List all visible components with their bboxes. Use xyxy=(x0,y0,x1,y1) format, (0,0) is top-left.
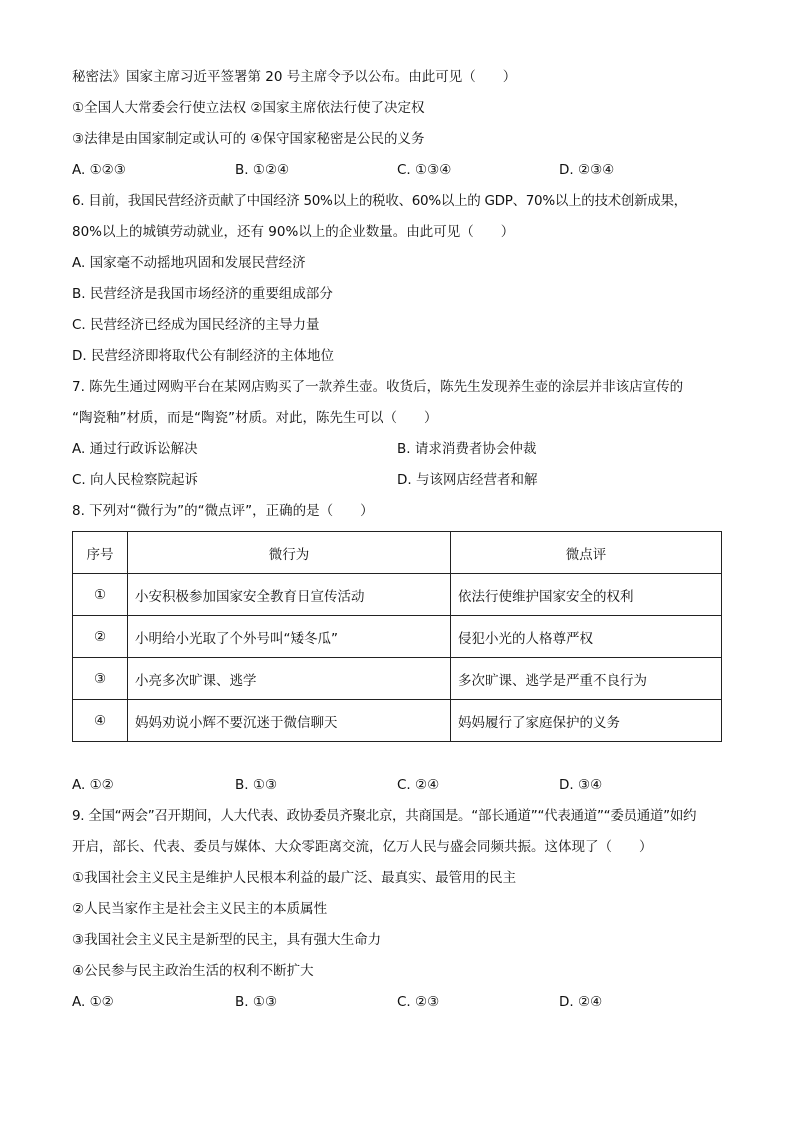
q7-option-a: A. 通过行政诉讼解决 xyxy=(72,441,198,457)
row-behavior: 小安积极参加国家安全教育日宣传活动 xyxy=(128,574,451,616)
q7-option-d: D. 与该网店经营者和解 xyxy=(397,472,538,488)
q6-option-b: B. 民营经济是我国市场经济的重要组成部分 xyxy=(72,286,333,302)
q9-statement-2: ②人民当家作主是社会主义民主的本质属性 xyxy=(72,901,328,917)
q6-option-a: A. 国家毫不动摇地巩固和发展民营经济 xyxy=(72,255,306,271)
q9-statement-3: ③我国社会主义民主是新型的民主，具有强大生命力 xyxy=(72,932,382,948)
q5-statement-2: ③法律是由国家制定或认可的 ④保守国家秘密是公民的义务 xyxy=(72,131,425,147)
table-row xyxy=(73,658,722,700)
q6-stem-line-2: 80%以上的城镇劳动就业，还有 90%以上的企业数量。由此可见（ ） xyxy=(72,224,515,240)
q5-option-d: D. ②③④ xyxy=(559,162,615,178)
q7-options-row-2 xyxy=(72,465,724,496)
header-comment: 微点评 xyxy=(451,532,722,574)
q8-option-d: D. ③④ xyxy=(559,777,603,793)
q9-statement-1: ①我国社会主义民主是维护人民根本利益的最广泛、最真实、最管用的民主 xyxy=(72,870,517,886)
row-behavior: 妈妈劝说小辉不要沉迷于微信聊天 xyxy=(128,700,451,742)
exam-page xyxy=(72,62,724,1018)
q9-options xyxy=(72,987,724,1018)
q7-stem-line-2: “陶瓷釉”材质，而是“陶瓷”材质。对此，陈先生可以（ ） xyxy=(72,410,438,426)
q7-options-row-1 xyxy=(72,434,724,465)
q8-stem: 8. 下列对“微行为”的“微点评”，正确的是（ ） xyxy=(72,503,374,519)
row-index: ③ xyxy=(73,658,128,700)
q6-stem-line-1: 6. 目前，我国民营经济贡献了中国经济 50%以上的税收、60%以上的 GDP、70%以上的技术创新成果， xyxy=(72,193,687,209)
q9-stem-line-1: 9. 全国“两会”召开期间，人大代表、政协委员齐聚北京，共商国是。“部长通道”“代表通道”“委员通道”如约 xyxy=(72,808,697,824)
row-comment: 多次旷课、逃学是严重不良行为 xyxy=(451,658,722,700)
q8-option-c: C. ②④ xyxy=(397,777,440,793)
q5-option-c: C. ①③④ xyxy=(397,162,452,178)
q5-options xyxy=(72,155,724,186)
row-behavior: 小亮多次旷课、逃学 xyxy=(128,658,451,700)
header-behavior: 微行为 xyxy=(128,532,451,574)
row-comment: 依法行使维护国家安全的权利 xyxy=(451,574,722,616)
q9-statement-4: ④公民参与民主政治生活的权利不断扩大 xyxy=(72,963,314,979)
q9-option-b: B. ①③ xyxy=(235,994,278,1010)
table-row xyxy=(73,616,722,658)
row-index: ① xyxy=(73,574,128,616)
q8-options xyxy=(72,770,724,801)
q6-option-c: C. 民营经济已经成为国民经济的主导力量 xyxy=(72,317,320,333)
row-index: ④ xyxy=(73,700,128,742)
q8-table xyxy=(72,531,722,742)
row-comment: 妈妈履行了家庭保护的义务 xyxy=(451,700,722,742)
row-behavior: 小明给小光取了个外号叫“矮冬瓜” xyxy=(128,616,451,658)
header-index: 序号 xyxy=(73,532,128,574)
row-index: ② xyxy=(73,616,128,658)
q9-option-d: D. ②④ xyxy=(559,994,603,1010)
q8-option-b: B. ①③ xyxy=(235,777,278,793)
q8-option-a: A. ①② xyxy=(72,777,114,793)
q5-statement-1: ①全国人大常委会行使立法权 ②国家主席依法行使了决定权 xyxy=(72,100,425,116)
table-row xyxy=(73,574,722,616)
q5-option-a: A. ①②③ xyxy=(72,162,126,178)
row-comment: 侵犯小光的人格尊严权 xyxy=(451,616,722,658)
q7-option-c: C. 向人民检察院起诉 xyxy=(72,472,199,488)
q9-stem-line-2: 开启，部长、代表、委员与媒体、大众零距离交流，亿万人民与盛会同频共振。这体现了（ ） xyxy=(72,839,653,855)
table-header-row xyxy=(73,532,722,574)
q7-option-b: B. 请求消费者协会仲裁 xyxy=(397,441,537,457)
q9-option-c: C. ②③ xyxy=(397,994,440,1010)
q6-option-d: D. 民营经济即将取代公有制经济的主体地位 xyxy=(72,348,334,364)
q5-stem: 秘密法》国家主席习近平签署第 20 号主席令予以公布。由此可见（ ） xyxy=(72,69,517,85)
q9-option-a: A. ①② xyxy=(72,994,114,1010)
q5-option-b: B. ①②④ xyxy=(235,162,290,178)
q7-stem-line-1: 7. 陈先生通过网购平台在某网店购买了一款养生壶。收货后，陈先生发现养生壶的涂层并非该店宣传的 xyxy=(72,379,684,395)
table-row xyxy=(73,700,722,742)
